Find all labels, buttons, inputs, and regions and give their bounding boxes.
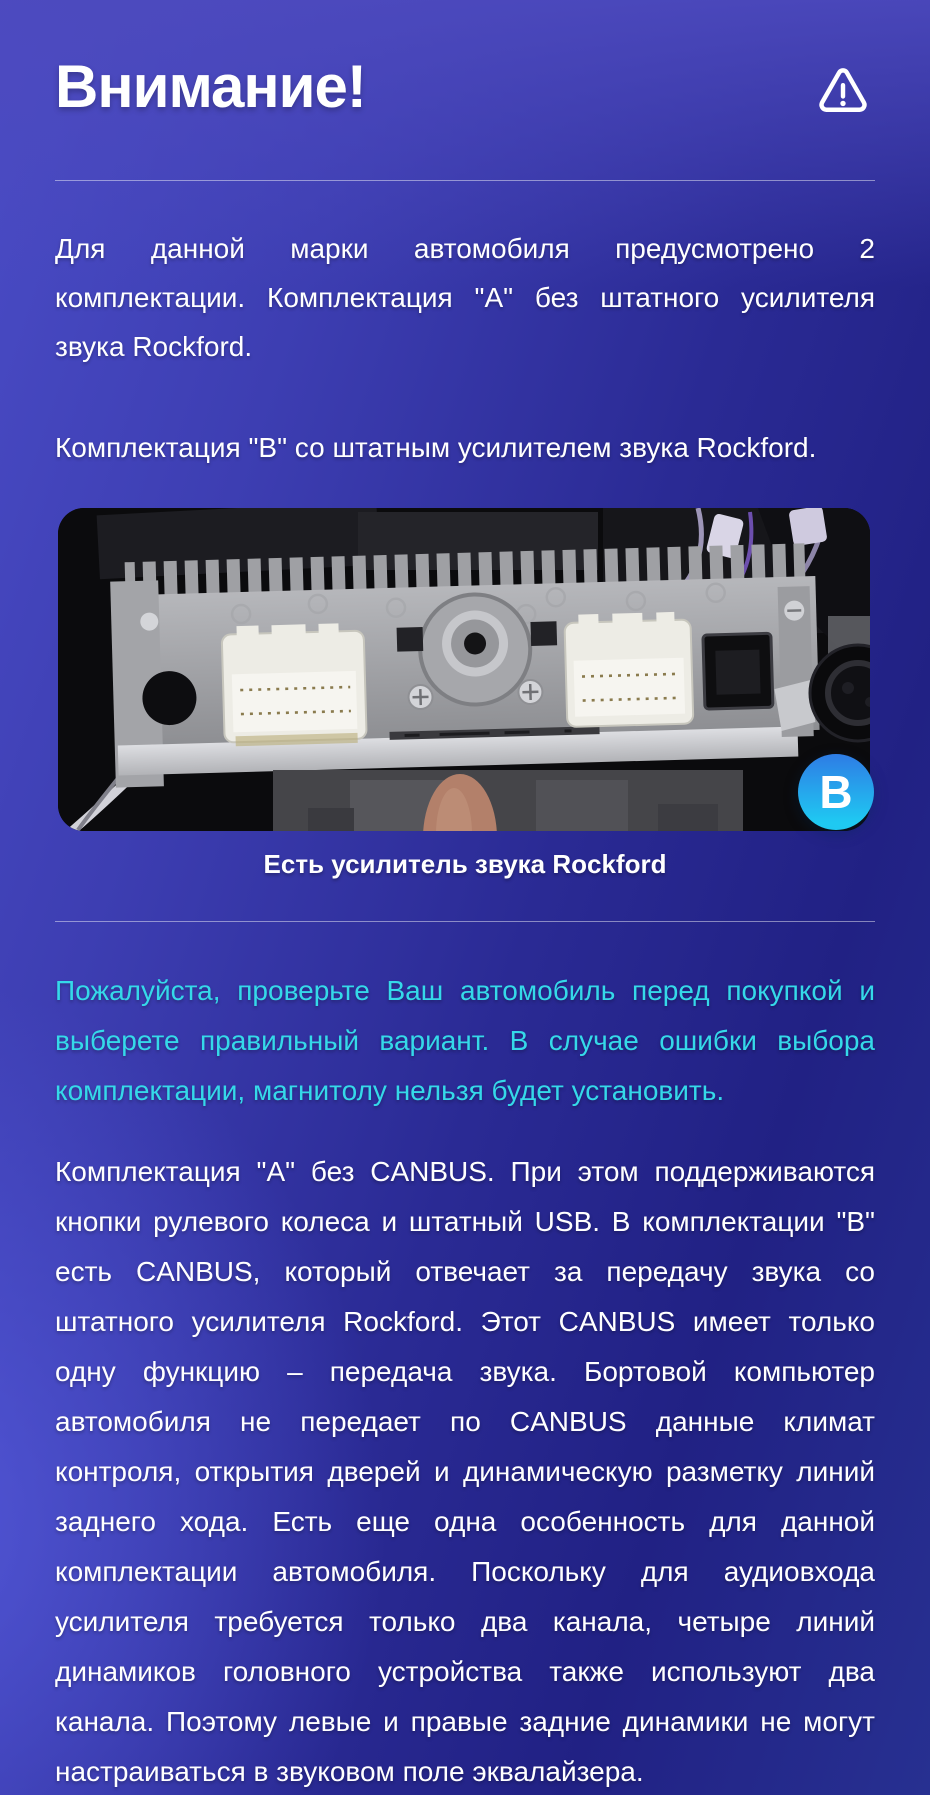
page-title: Внимание! — [55, 53, 366, 120]
photo-connector-left — [221, 623, 366, 747]
head-unit-rear-illustration — [58, 508, 870, 831]
intro-paragraph-2: Комплектация "В" со штатным усилителем звука Rockford. — [55, 432, 817, 463]
variant-badge: B — [798, 754, 874, 830]
warning-triangle-icon — [815, 64, 871, 120]
details-paragraph: Комплектация "А" без CANBUS. При этом поддерживаются кнопки рулевого колеса и штатный USB. В комплектации "В" есть CANBUS, который отвечает за передачу звука со штатного усилителя Rockford. Этот CANBUS имеет только одну функцию – передача звука. Бортовой компьютер автомобиля не передает по CANBUS данные климат контроля, открытия дверей и динамическую разметку линий заднего хода. Есть еще одна особенность для данной комплектации автомобиля. Поскольку для аудиовхода усилителя требуется только два канала, четыре линий динамиков головного устройства также используют два канала. Поэтому левые и правые задние динамики не могут настраиваться в звуковом поле эквалайзера. — [55, 1156, 875, 1787]
amplifier-photo — [58, 508, 870, 831]
divider-top — [55, 180, 875, 181]
divider-bottom — [55, 921, 875, 922]
amplifier-photo-image — [58, 508, 870, 831]
photo-black-port — [703, 633, 773, 709]
warning-paragraph: Пожалуйста, проверьте Ваш автомобиль перед покупкой и выберете правильный вариант. В случае ошибки выбора комплектации, магнитолу нельзя будет установить. — [55, 975, 875, 1106]
photo-caption: Есть усилитель звука Rockford — [263, 849, 667, 879]
photo-lower-unit — [273, 770, 743, 831]
photo-chassis — [110, 543, 821, 788]
photo-connector-right — [564, 611, 693, 726]
header — [55, 0, 875, 120]
intro-paragraph-1: Для данной марки автомобиля предусмотрено 2 комплектации. Комплектация "А" без штатного усилителя звука Rockford. — [55, 233, 875, 362]
